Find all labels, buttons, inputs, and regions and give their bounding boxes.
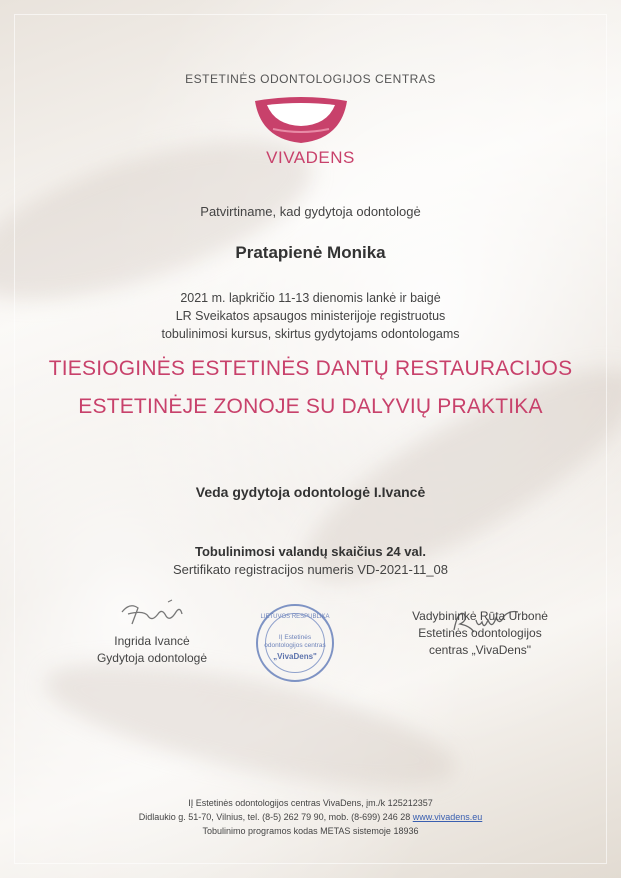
lecturer-text: Veda gydytoja odontologė I.Ivancė bbox=[195, 484, 426, 500]
footer-line bbox=[0, 812, 621, 822]
org-name: ESTETINĖS ODONTOLOGIJOS CENTRAS bbox=[185, 72, 436, 86]
recipient-name: Pratapienė Monika bbox=[235, 243, 386, 262]
right-signature-block bbox=[410, 608, 550, 659]
stamp-mid-text bbox=[258, 634, 332, 650]
body-line: tobulinimosi kursus, skirtus gydytojams odontologams bbox=[161, 327, 460, 341]
signer-name: Ingrida Ivancė bbox=[114, 634, 190, 648]
course-title-line: TIESIOGINĖS ESTETINĖS DANTŲ RESTAURACIJOS bbox=[48, 357, 573, 380]
official-stamp bbox=[256, 604, 334, 682]
stamp-line: odontologijos centras bbox=[264, 642, 326, 649]
brand-name: VIVADENS bbox=[266, 148, 355, 167]
manager-name: Vadybininkė Rūta Urbonė bbox=[412, 609, 548, 623]
course-hours: Tobulinimosi valandų skaičius 24 val. bbox=[195, 544, 426, 559]
smile-logo-icon bbox=[253, 95, 349, 147]
signer-role: Gydytoja odontologė bbox=[96, 651, 208, 665]
signature-icon bbox=[92, 598, 212, 628]
stamp-top-text: LIETUVOS RESPUBLIKA bbox=[260, 614, 330, 620]
course-title-line: ESTETINĖJE ZONOJE SU DALYVIŲ PRAKTIKA bbox=[78, 395, 543, 418]
manager-org: Estetinės odontologijos bbox=[418, 626, 542, 640]
stamp-name: „VivaDens" bbox=[273, 652, 317, 661]
left-signature-block bbox=[92, 598, 212, 667]
body-line: 2021 m. lapkričio 11-13 dienomis lankė ir baigė bbox=[180, 291, 441, 305]
footer-address: Didlaukio g. 51-70, Vilnius, tel. (8-5) 262 79 90, mob. (8-699) 246 28 bbox=[138, 812, 411, 822]
registration-number: Sertifikato registracijos numeris VD-2021-11_08 bbox=[172, 562, 449, 577]
footer-line: IĮ Estetinės odontologijos centras VivaDens, įm./k 125212357 bbox=[188, 798, 433, 808]
body-line: LR Sveikatos apsaugos ministerijoje registruotus bbox=[175, 309, 446, 323]
footer-line: Tobulinimo programos kodas METAS sistemoje 18936 bbox=[202, 826, 419, 836]
manager-org: centras „VivaDens" bbox=[428, 643, 532, 657]
stamp-line: IĮ Estetinės bbox=[278, 634, 312, 641]
website-link[interactable]: www.vivadens.eu bbox=[412, 812, 483, 822]
confirmation-text: Patvirtiname, kad gydytoja odontologė bbox=[200, 204, 421, 219]
